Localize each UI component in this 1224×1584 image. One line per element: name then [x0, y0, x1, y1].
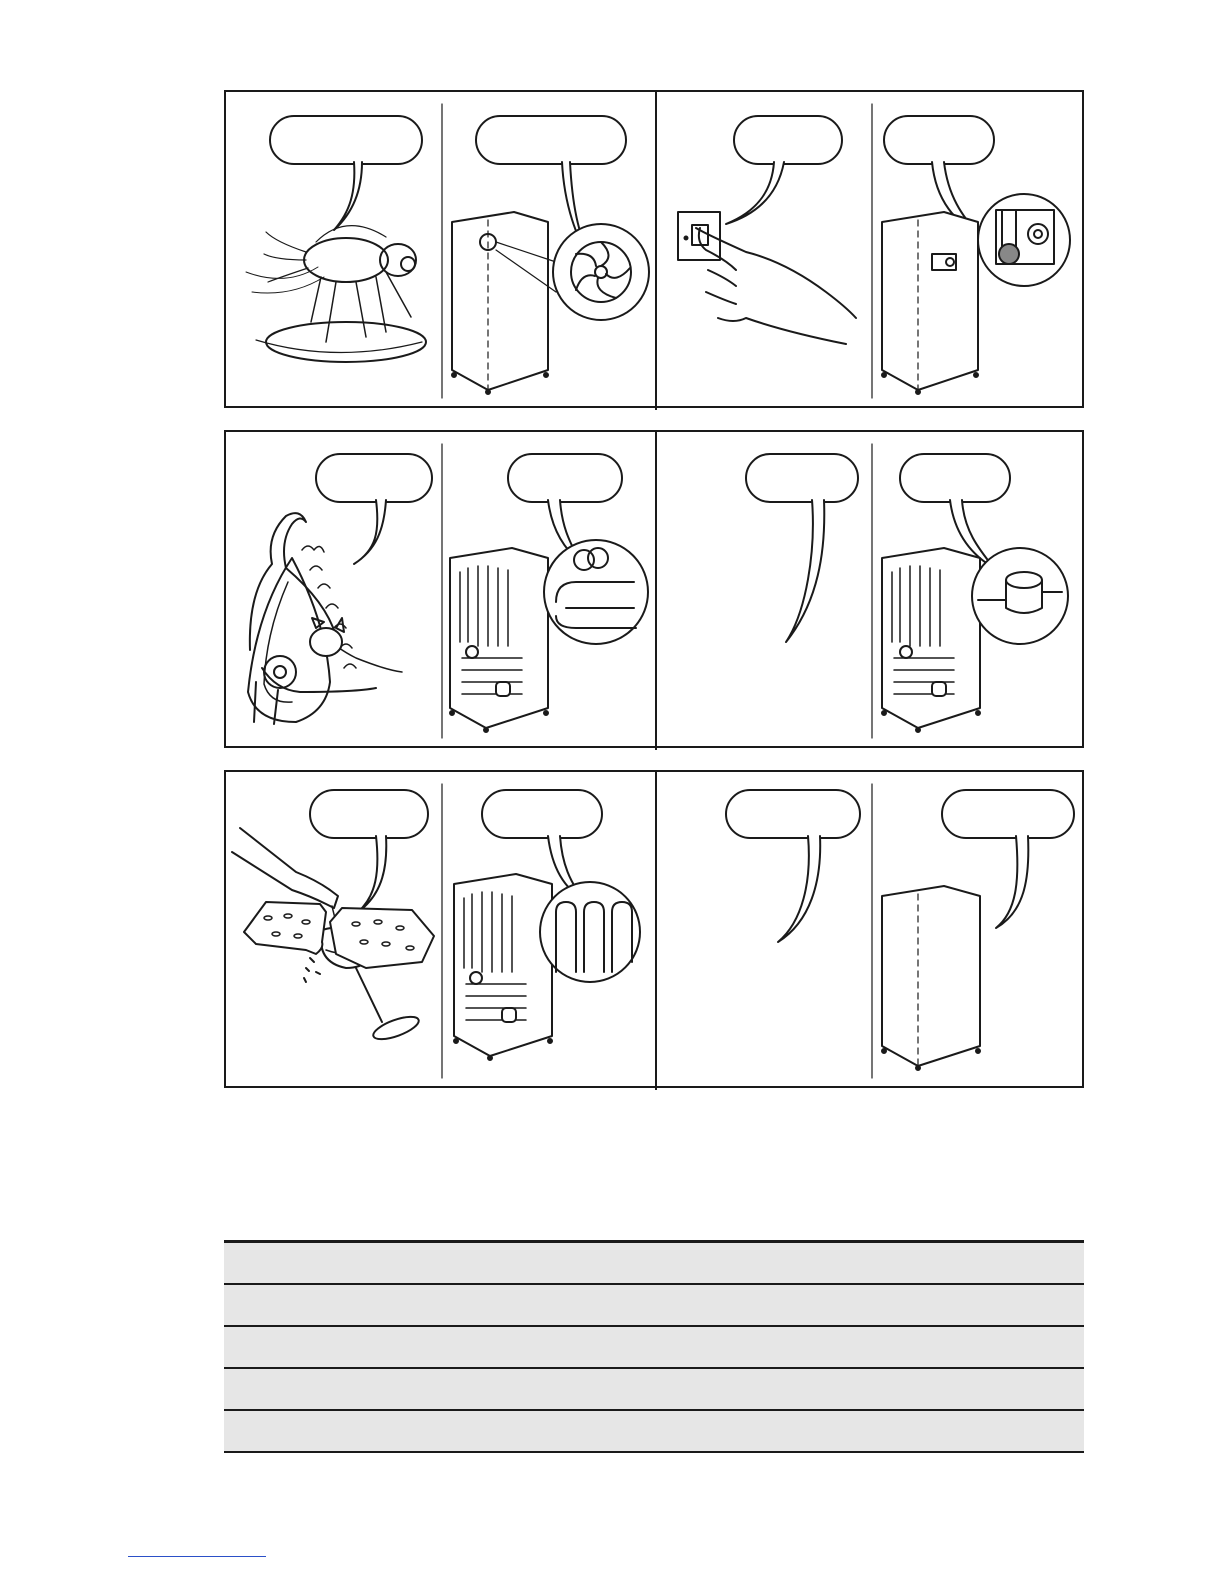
- cracker-icon: [244, 902, 434, 982]
- table-row: [224, 1242, 1084, 1284]
- table-row: [224, 1284, 1084, 1326]
- speech-bubble: [316, 454, 432, 564]
- compressor-detail-icon: [972, 548, 1068, 644]
- table-row: [224, 1368, 1084, 1410]
- fan-icon: [553, 224, 649, 320]
- noise-panel-row-3: [224, 770, 1084, 1088]
- noise-panel-row-1: [224, 90, 1084, 408]
- fly-icon: [246, 226, 426, 362]
- speech-bubble: [310, 790, 428, 912]
- speech-bubble: [270, 116, 422, 230]
- data-table: [224, 1240, 1084, 1453]
- fridge-icon: [452, 212, 556, 394]
- fridge-back-icon: [882, 548, 980, 732]
- condenser-detail-icon: [540, 882, 640, 982]
- speech-bubble: [746, 454, 858, 642]
- table-row: [224, 1410, 1084, 1452]
- thermostat-icon: [978, 194, 1070, 286]
- noise-panel-row-2: [224, 430, 1084, 748]
- table-row: [224, 1326, 1084, 1368]
- fridge-back-icon: [450, 548, 548, 732]
- speech-bubble: [726, 116, 842, 224]
- fridge-icon: [882, 212, 978, 394]
- fridge-icon: [882, 886, 980, 1070]
- coil-detail-icon: [544, 540, 648, 644]
- speech-bubble: [726, 790, 860, 942]
- footer-rule: [128, 1556, 266, 1557]
- fridge-back-icon: [454, 874, 552, 1060]
